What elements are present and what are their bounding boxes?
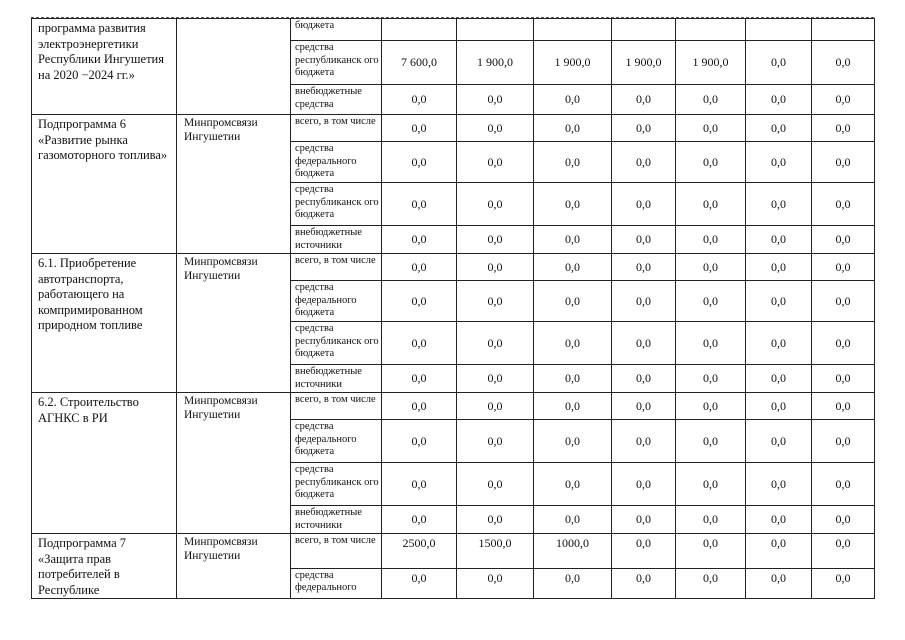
amount-cell: 0,0 xyxy=(534,254,612,281)
executor-cell: Минпромсвязи Ингушетии xyxy=(177,115,291,254)
amount-cell: 0,0 xyxy=(746,85,812,115)
amount-cell: 0,0 xyxy=(746,183,812,226)
funding-source-cell: средства республиканск ого бюджета xyxy=(291,41,382,85)
amount-cell: 0,0 xyxy=(812,420,875,463)
amount-cell: 0,0 xyxy=(612,506,676,534)
amount-cell: 0,0 xyxy=(746,506,812,534)
amount-cell: 0,0 xyxy=(812,41,875,85)
program-name-cell: Подпрограмма 7 «Защита прав потребителей в Республике xyxy=(32,534,177,599)
amount-cell: 0,0 xyxy=(534,281,612,322)
amount-cell: 0,0 xyxy=(676,393,746,420)
amount-cell: 1 900,0 xyxy=(457,41,534,85)
amount-cell: 7 600,0 xyxy=(382,41,457,85)
amount-cell: 0,0 xyxy=(612,254,676,281)
amount-cell: 0,0 xyxy=(612,85,676,115)
amount-cell: 0,0 xyxy=(534,420,612,463)
funding-source-cell: внебюджетные средства xyxy=(291,85,382,115)
amount-cell: 0,0 xyxy=(676,568,746,598)
amount-cell: 0,0 xyxy=(382,142,457,183)
table-row xyxy=(32,254,875,281)
amount-cell: 0,0 xyxy=(457,85,534,115)
amount-cell xyxy=(676,19,746,41)
amount-cell xyxy=(812,19,875,41)
amount-cell: 0,0 xyxy=(457,115,534,142)
amount-cell: 0,0 xyxy=(812,322,875,365)
amount-cell: 0,0 xyxy=(676,115,746,142)
amount-cell: 0,0 xyxy=(382,226,457,254)
amount-cell: 0,0 xyxy=(534,463,612,506)
amount-cell: 0,0 xyxy=(612,420,676,463)
amount-cell: 0,0 xyxy=(812,568,875,598)
amount-cell: 0,0 xyxy=(612,226,676,254)
amount-cell: 0,0 xyxy=(746,568,812,598)
amount-cell: 0,0 xyxy=(746,393,812,420)
table-row xyxy=(32,393,875,420)
funding-source-cell: внебюджетные источники xyxy=(291,506,382,534)
amount-cell: 0,0 xyxy=(382,463,457,506)
amount-cell: 0,0 xyxy=(612,568,676,598)
amount-cell: 0,0 xyxy=(812,281,875,322)
funding-source-cell: средства федерального бюджета xyxy=(291,281,382,322)
amount-cell: 0,0 xyxy=(746,115,812,142)
table-row xyxy=(32,534,875,569)
budget-table xyxy=(31,18,875,599)
funding-source-cell: средства федерального xyxy=(291,568,382,598)
amount-cell xyxy=(382,19,457,41)
amount-cell: 1000,0 xyxy=(534,534,612,569)
funding-source-cell: внебюджетные источники xyxy=(291,226,382,254)
budget-table-body xyxy=(32,19,875,599)
amount-cell: 0,0 xyxy=(457,281,534,322)
amount-cell: 0,0 xyxy=(612,183,676,226)
funding-source-cell: бюджета xyxy=(291,19,382,41)
amount-cell: 0,0 xyxy=(382,393,457,420)
program-name-cell: программа развития электроэнергетики Республики Ингушетия на 2020 −2024 гг.» xyxy=(32,19,177,115)
amount-cell xyxy=(612,19,676,41)
amount-cell: 0,0 xyxy=(534,506,612,534)
amount-cell: 0,0 xyxy=(812,534,875,569)
amount-cell: 0,0 xyxy=(612,142,676,183)
program-name-cell: 6.1. Приобретение автотранспорта, работающего на компримированном природном топливе xyxy=(32,254,177,393)
amount-cell: 0,0 xyxy=(676,534,746,569)
amount-cell: 0,0 xyxy=(812,183,875,226)
amount-cell: 0,0 xyxy=(612,322,676,365)
amount-cell: 0,0 xyxy=(457,226,534,254)
funding-source-cell: всего, в том числе xyxy=(291,393,382,420)
amount-cell: 0,0 xyxy=(382,322,457,365)
amount-cell: 0,0 xyxy=(676,322,746,365)
funding-source-cell: средства федерального бюджета xyxy=(291,420,382,463)
funding-source-cell: средства федерального бюджета xyxy=(291,142,382,183)
amount-cell: 0,0 xyxy=(457,393,534,420)
funding-source-cell: всего, в том числе xyxy=(291,254,382,281)
executor-cell: Минпромсвязи Ингушетии xyxy=(177,254,291,393)
amount-cell: 0,0 xyxy=(812,463,875,506)
funding-source-cell: всего, в том числе xyxy=(291,534,382,569)
funding-source-cell: внебюджетные источники xyxy=(291,365,382,393)
amount-cell: 0,0 xyxy=(746,322,812,365)
funding-source-cell: средства республиканск ого бюджета xyxy=(291,463,382,506)
funding-source-cell: всего, в том числе xyxy=(291,115,382,142)
amount-cell: 0,0 xyxy=(746,142,812,183)
amount-cell: 0,0 xyxy=(676,506,746,534)
amount-cell: 0,0 xyxy=(457,142,534,183)
program-name-cell: Подпрограмма 6 «Развитие рынка газомоторного топлива» xyxy=(32,115,177,254)
amount-cell: 0,0 xyxy=(676,463,746,506)
amount-cell: 0,0 xyxy=(812,506,875,534)
amount-cell: 0,0 xyxy=(812,254,875,281)
amount-cell: 0,0 xyxy=(382,568,457,598)
amount-cell: 0,0 xyxy=(457,506,534,534)
amount-cell: 0,0 xyxy=(676,183,746,226)
amount-cell: 0,0 xyxy=(534,115,612,142)
amount-cell: 0,0 xyxy=(457,420,534,463)
executor-cell: Минпромсвязи Ингушетии xyxy=(177,534,291,599)
table-row xyxy=(32,19,875,41)
amount-cell: 0,0 xyxy=(746,463,812,506)
amount-cell: 1 900,0 xyxy=(676,41,746,85)
amount-cell: 0,0 xyxy=(457,322,534,365)
amount-cell: 0,0 xyxy=(534,142,612,183)
amount-cell: 0,0 xyxy=(676,420,746,463)
amount-cell: 0,0 xyxy=(457,568,534,598)
amount-cell: 0,0 xyxy=(534,365,612,393)
amount-cell: 0,0 xyxy=(612,534,676,569)
amount-cell: 0,0 xyxy=(534,393,612,420)
amount-cell: 0,0 xyxy=(612,115,676,142)
amount-cell: 0,0 xyxy=(812,365,875,393)
amount-cell: 0,0 xyxy=(676,365,746,393)
amount-cell: 0,0 xyxy=(812,115,875,142)
amount-cell xyxy=(746,19,812,41)
amount-cell: 0,0 xyxy=(457,463,534,506)
table-row xyxy=(32,115,875,142)
amount-cell: 0,0 xyxy=(746,534,812,569)
amount-cell: 0,0 xyxy=(812,226,875,254)
amount-cell xyxy=(457,19,534,41)
amount-cell: 0,0 xyxy=(746,254,812,281)
amount-cell: 0,0 xyxy=(382,85,457,115)
amount-cell: 0,0 xyxy=(612,463,676,506)
amount-cell: 0,0 xyxy=(382,254,457,281)
amount-cell: 0,0 xyxy=(612,393,676,420)
amount-cell: 0,0 xyxy=(534,183,612,226)
amount-cell: 0,0 xyxy=(676,281,746,322)
amount-cell: 2500,0 xyxy=(382,534,457,569)
amount-cell: 0,0 xyxy=(534,568,612,598)
amount-cell: 0,0 xyxy=(676,142,746,183)
funding-source-cell: средства республиканск ого бюджета xyxy=(291,183,382,226)
amount-cell: 0,0 xyxy=(382,183,457,226)
amount-cell: 0,0 xyxy=(612,281,676,322)
executor-cell xyxy=(177,19,291,115)
amount-cell: 0,0 xyxy=(457,254,534,281)
amount-cell: 0,0 xyxy=(534,226,612,254)
amount-cell: 0,0 xyxy=(382,420,457,463)
executor-cell: Минпромсвязи Ингушетии xyxy=(177,393,291,534)
amount-cell: 0,0 xyxy=(676,85,746,115)
amount-cell: 0,0 xyxy=(676,226,746,254)
program-name-cell: 6.2. Строительство АГНКС в РИ xyxy=(32,393,177,534)
amount-cell: 0,0 xyxy=(612,365,676,393)
amount-cell: 1 900,0 xyxy=(612,41,676,85)
amount-cell: 0,0 xyxy=(382,365,457,393)
amount-cell: 0,0 xyxy=(812,85,875,115)
amount-cell: 1 900,0 xyxy=(534,41,612,85)
amount-cell: 0,0 xyxy=(746,365,812,393)
amount-cell: 0,0 xyxy=(534,85,612,115)
amount-cell: 0,0 xyxy=(382,506,457,534)
amount-cell: 0,0 xyxy=(746,420,812,463)
amount-cell: 0,0 xyxy=(382,281,457,322)
amount-cell xyxy=(534,19,612,41)
amount-cell: 0,0 xyxy=(746,281,812,322)
amount-cell: 0,0 xyxy=(812,393,875,420)
amount-cell: 0,0 xyxy=(457,183,534,226)
amount-cell: 0,0 xyxy=(382,115,457,142)
amount-cell: 0,0 xyxy=(746,41,812,85)
amount-cell: 0,0 xyxy=(746,226,812,254)
amount-cell: 1500,0 xyxy=(457,534,534,569)
amount-cell: 0,0 xyxy=(457,365,534,393)
funding-source-cell: средства республиканск ого бюджета xyxy=(291,322,382,365)
amount-cell: 0,0 xyxy=(676,254,746,281)
amount-cell: 0,0 xyxy=(812,142,875,183)
amount-cell: 0,0 xyxy=(534,322,612,365)
